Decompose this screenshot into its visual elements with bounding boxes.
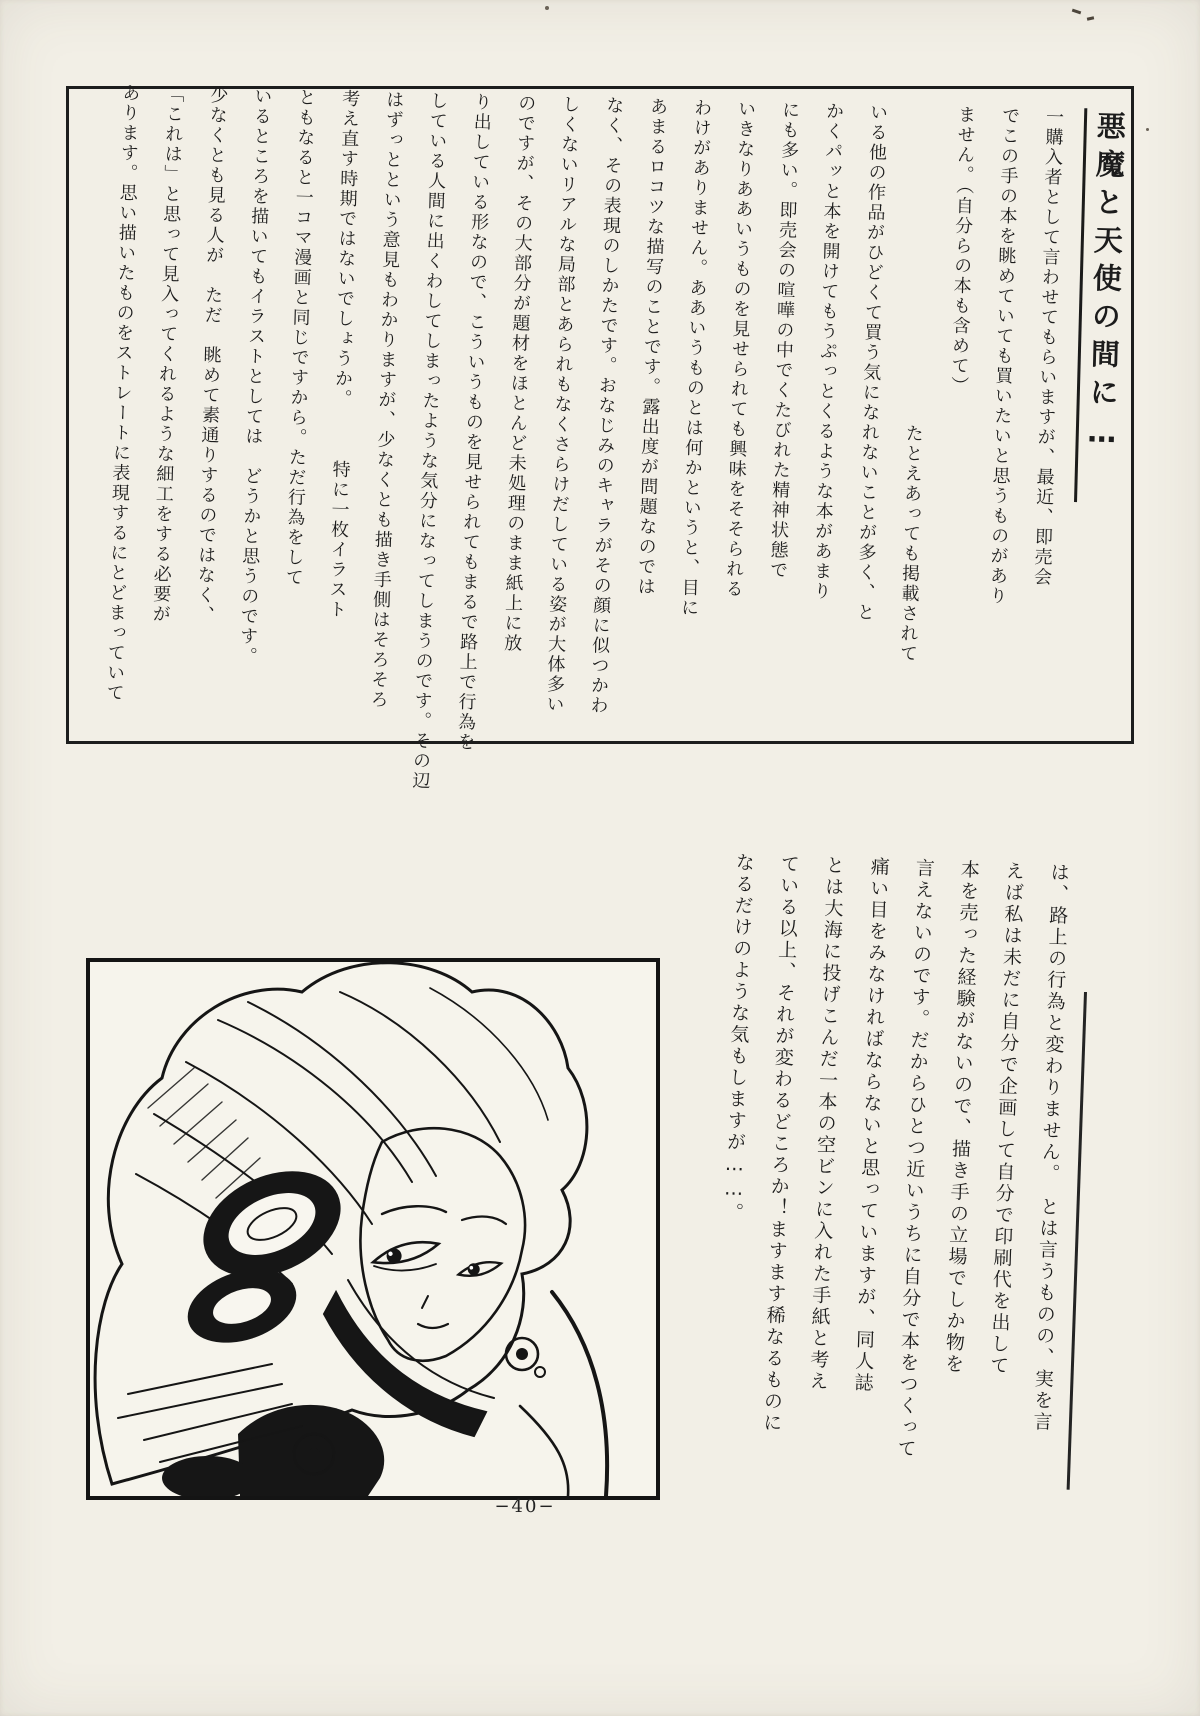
essay-column: あまるロコツな描写のことです。露出度が問題なのでは (634, 96, 669, 598)
afterword-column: なるだけのような気もしますが……。 (721, 852, 756, 1225)
section-divider-line (1067, 992, 1087, 1490)
essay-column: ともなると一コマ漫画と同じですから。ただ行為をして (282, 87, 317, 588)
essay-column: いるところを描いてもイラストとしては どうかと思うのです。 (236, 86, 273, 667)
essay-box (66, 82, 1134, 792)
essay-column: り出している形なので、こういうものを見せられてもまるで路上で行為を (454, 92, 493, 753)
essay-column: 少なくとも見る人が ただ 眺めて素通りするのではなく、 (193, 85, 229, 626)
page-number: −40− (494, 1496, 556, 1517)
essay-column: わけがありません。ああいうものとは何かというと、目に (677, 97, 713, 619)
essay-column: 「これは」と思って見入ってくれるような細工をする必要が (149, 84, 185, 625)
dust-speck (1087, 16, 1094, 20)
afterword-column: 言えないのです。だからひとつ近いうちに自分で本をつくって (894, 857, 936, 1461)
afterword-column: とは大海に投げこんだ一本の空ビンに入れた手紙と考え (806, 854, 846, 1393)
essay-column: いきなりああいうものを見せられても興味をそそられる (722, 99, 757, 600)
afterword-column: 痛い目をみなければならないと思っていますが、同人誌 (851, 856, 891, 1395)
essay-column: なく、その表現のしかたです。おなじみのキャラがその顔に似つかわ (587, 95, 625, 716)
afterword-column: ている以上、それが変わるどころか！ますます稀なるものに (759, 853, 801, 1435)
essay-text-block (60, 74, 1139, 792)
afterword-column: は、路上の行為と変わりません。 とは言うものの、実を言 (1030, 861, 1071, 1434)
essay-column: にも多い。即売会の喧嘩の中でくたびれた精神状態で (766, 100, 801, 581)
essay-column: 一購入者として言わせてもらいますが、最近、即売会 (1030, 107, 1065, 588)
essay-column: でこの手の本を眺めていても買いたいと思うものがあり (986, 105, 1021, 607)
essay-column: しくないリアルな局部とあられもなくさらけだしている姿が大体多い (543, 94, 581, 715)
essay-column: たとえあっても掲載されて (896, 103, 933, 665)
dust-speck (1146, 128, 1149, 131)
afterword-column: えば私は未だに自分で企画して自分で印刷代を出して (986, 860, 1026, 1377)
afterword-column: 本を売った経験がないので、描き手の立場でしか物を (941, 859, 981, 1376)
illustration-frame (86, 958, 660, 1500)
manga-girl-drawing (90, 962, 656, 1496)
essay-column: あります。思い描いたものをストレートに表現するにとどまっていて (103, 82, 141, 704)
essay-column: ません。（自分らの本も含めて） (947, 104, 977, 397)
essay-column: のですが、その大部分が題材をほとんど未処理のまま紙上に放 (500, 93, 537, 654)
essay-column: かくパッと本を開けてもうぷっとくるような本があまり (810, 101, 845, 602)
essay-column: いる他の作品がひどくて買う気になれないことが多く、と (853, 102, 889, 623)
essay-title: 悪魔と天使の間に… (1074, 108, 1128, 503)
dust-speck (545, 6, 549, 10)
afterword-text-block (652, 850, 1071, 1512)
essay-column: はずっとという意見もわかりますが、少なくとも描き手側はそろそろ (367, 89, 405, 711)
dust-speck (1072, 9, 1081, 15)
essay-column: 考え直す時期ではないでしょうか。 特に一枚イラスト (325, 88, 361, 621)
essay-column: している人間に出くわしてしまったような気分になってしまうのです。その辺 (409, 90, 449, 792)
